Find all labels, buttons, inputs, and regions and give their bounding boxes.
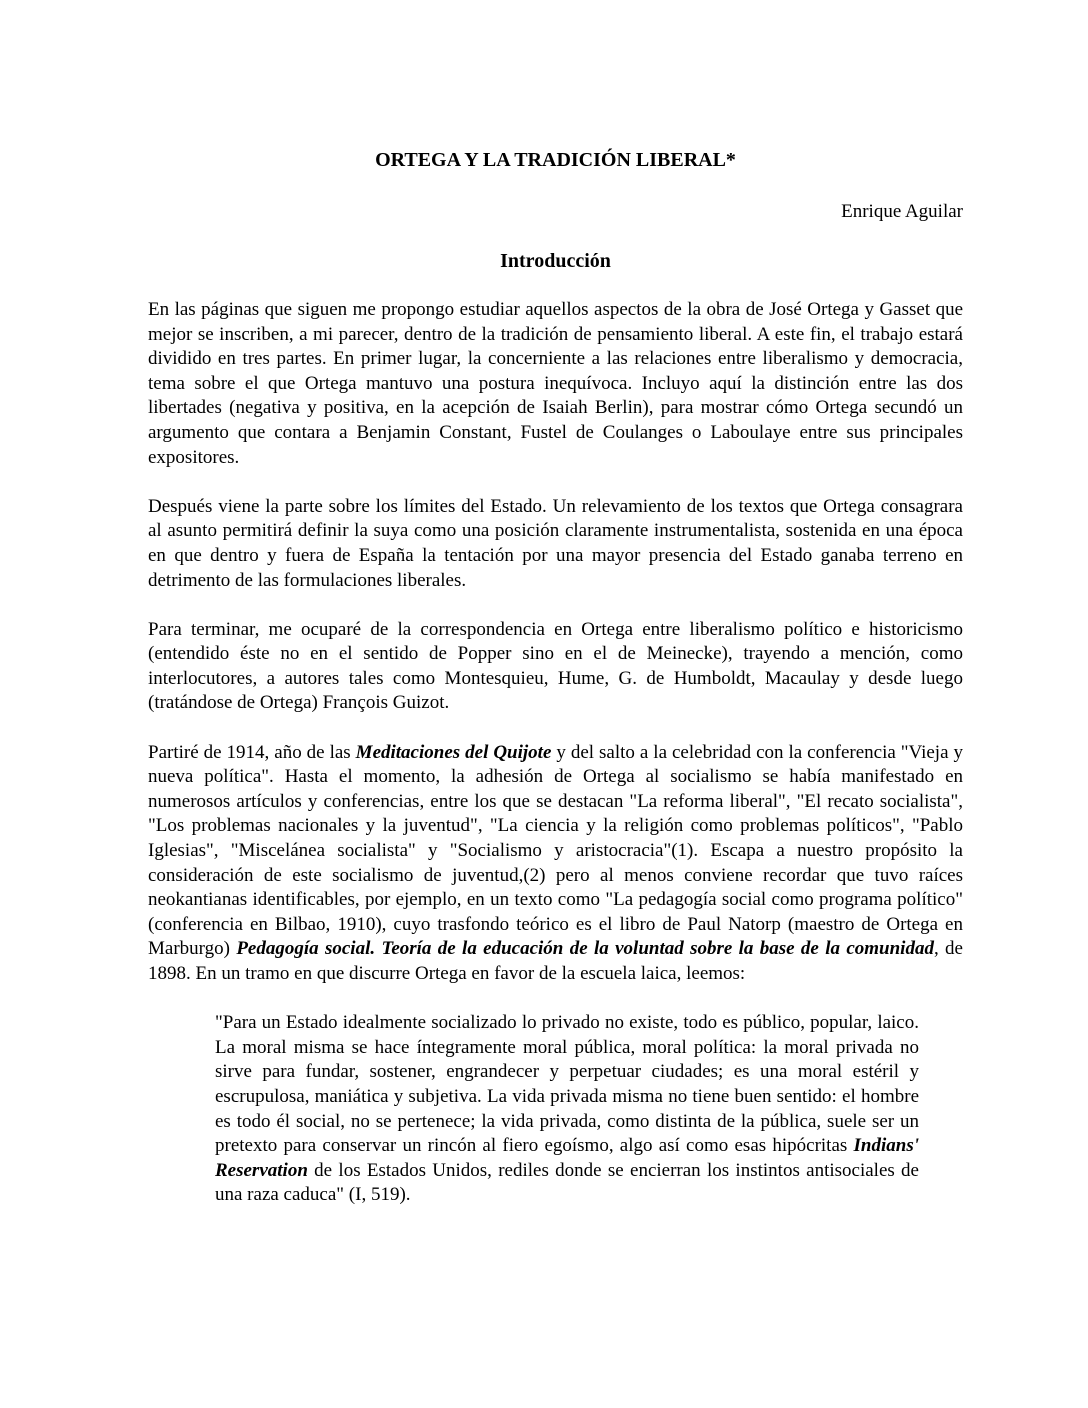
paragraph-4-run-1: Partiré de 1914, año de las bbox=[148, 741, 356, 763]
document-content bbox=[148, 148, 963, 1208]
paragraph-4-run-3: y del salto a la celebridad con la conferencia "Vieja y nueva política". Hasta el momento, la adhesión de Ortega al socialismo se había manifestado en numerosos artículos y conferencias, entre los que se destacan "La reforma liberal", "El recato socialista", "Los problemas nacionales y la juventud", "La ciencia y la religión como problemas políticos", "Pablo Iglesias", "Miscelánea socialista" y "Socialismo y aristocracia"(1). Escapa a nuestro propósito la consideración de este socialismo de juventud,(2) pero al menos conviene recordar que tuvo raíces neokantianas identificables, por ejemplo, en un texto como "La pedagogía social como programa político" (conferencia en Bilbao, 1910), cuyo trasfondo teórico es el libro de Paul Natorp (maestro de Ortega en Marburgo) bbox=[148, 741, 963, 960]
paragraph-4 bbox=[148, 741, 963, 987]
block-quote bbox=[215, 1011, 919, 1208]
paragraph-4-run-5: , de 1898. En un tramo en que discurre Ortega en favor de la escuela laica, leemos: bbox=[148, 938, 963, 984]
book-title-meditaciones-del-quijote: Meditaciones del Quijote bbox=[355, 741, 552, 763]
paragraph-3: Para terminar, me ocuparé de la correspondencia en Ortega entre liberalismo político e historicismo (entendido éste no en el sentido de Popper sino en el de Meinecke), trayendo a mención, como interlocutores, a autores tales como Montesquieu, Hume, G. de Humboldt, Macaulay y desde luego (tratándose de Ortega) François Guizot. bbox=[148, 618, 963, 714]
paragraph-1: En las páginas que siguen me propongo estudiar aquellos aspectos de la obra de José Ortega y Gasset que mejor se inscriben, a mi parecer, dentro de la tradición de pensamiento liberal. A este fin, el trabajo estará dividido en tres partes. En primer lugar, la concerniente a las relaciones entre liberalismo y democracia, tema sobre el que Ortega mantuvo una postura inequívoca. Incluyo aquí la distinción entre las dos libertades (negativa y positiva, en la acepción de Isaiah Berlin), para mostrar cómo Ortega secundó un argumento que contara a Benjamin Constant, Fustel de Coulanges o Laboulaye entre sus principales expositores. bbox=[148, 298, 963, 468]
paragraph-2: Después viene la parte sobre los límites del Estado. Un relevamiento de los textos que Ortega consagrara al asunto permitirá definir la suya como una posición claramente instrumentalista, sostenida en una época en que dentro y fuera de España la tentación por una mayor presencia del Estado ganaba terreno en detrimento de las formulaciones liberales. bbox=[148, 495, 963, 591]
term-indians-reservation: Indians' Reservation bbox=[215, 1135, 919, 1181]
author-byline: Enrique Aguilar bbox=[841, 200, 963, 222]
quote-run-3: de los Estados Unidos, rediles donde se encierran los instintos antisociales de una raza caduca" (I, 519). bbox=[215, 1159, 919, 1206]
quote-run-1: "Para un Estado idealmente socializado lo privado no existe, todo es público, popular, laico. La moral misma se hace íntegramente moral pública, moral política: la moral privada no sirve para fundar, sostener, engrandecer y perpetuar ciudades; es una moral estéril y escrupulosa, maniática y subjetiva. La vida privada misma no tiene buen sentido: el hombre es todo él social, no se pertenece; la vida privada, como distinta de la pública, suele ser un pretexto para conservar un rincón al fiero egoísmo, algo así como esas hipócritas bbox=[215, 1012, 919, 1157]
book-title-pedagogia-social: Pedagogía social. Teoría de la educación de la voluntad sobre la base de la comunidad bbox=[236, 938, 934, 960]
section-heading-introduccion: Introducción bbox=[500, 249, 611, 272]
document-title: ORTEGA Y LA TRADICIÓN LIBERAL* bbox=[375, 149, 736, 171]
